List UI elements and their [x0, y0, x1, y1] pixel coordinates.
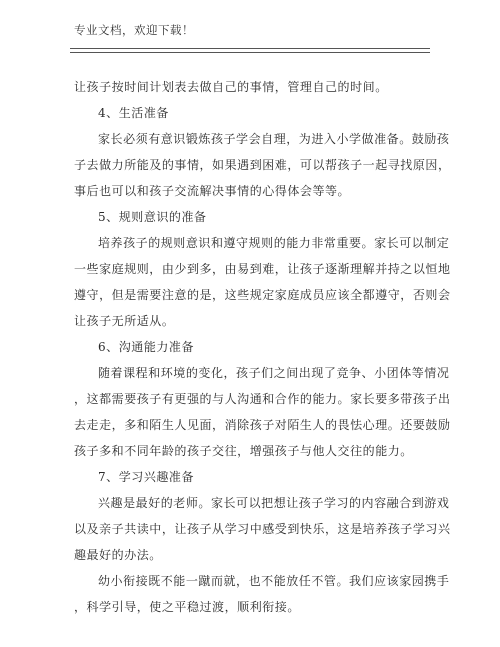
body-line: ，这都需要孩子有更强的与人沟通和合作的能力。家长要多带孩子出: [74, 392, 451, 406]
body-line: 让孩子按时间计划表去做自己的事情，管理自己的时间。: [74, 80, 388, 94]
body-line: 子去做力所能及的事情，如果遇到困难，可以帮孩子一起寻找原因，: [74, 158, 451, 172]
body-line: 事后也可以和孩子交流解决事情的心得体会等等。: [74, 184, 351, 198]
page-header: 专业文档，欢迎下载！: [74, 23, 194, 37]
body-line: 随着课程和环境的变化，孩子们之间出现了竞争、小团体等情况: [98, 366, 450, 380]
section-heading-life: 4、生活准备: [98, 106, 169, 120]
body-line: 兴趣是最好的老师。家长可以把想让孩子学习的内容融合到游戏: [98, 496, 450, 510]
body-line: 去走走，多和陌生人见面，消除孩子对陌生人的畏怯心理。还要鼓励: [74, 418, 451, 432]
body-line: 趣最好的办法。: [74, 548, 162, 562]
body-line: ，科学引导，使之平稳过渡，顺利衔接。: [74, 600, 300, 614]
header-rule-bottom: [70, 52, 430, 53]
body-line: 孩子多和不同年龄的孩子交往，增强孩子与他人交往的能力。: [74, 444, 413, 458]
header-rule-top: [70, 48, 430, 49]
body-line: 以及亲子共读中，让孩子从学习中感受到快乐，这是培养孩子学习兴: [74, 522, 451, 536]
section-heading-rules: 5、规则意识的准备: [98, 210, 207, 224]
body-line: 一些家庭规则，由少到多，由易到难，让孩子逐渐理解并持之以恒地: [74, 262, 451, 276]
document-body: [74, 74, 451, 620]
body-line: 家长必须有意识锻炼孩子学会自理，为进入小学做准备。鼓励孩: [98, 132, 450, 146]
body-line: 遵守，但是需要注意的是，这些规定家庭成员应该全都遵守，否则会: [74, 288, 451, 302]
section-heading-learning: 7、学习兴趣准备: [98, 470, 195, 484]
body-line: 培养孩子的规则意识和遵守规则的能力非常重要。家长可以制定: [98, 236, 450, 250]
body-line: 幼小衔接既不能一蹴而就，也不能放任不管。我们应该家园携手: [98, 574, 450, 588]
section-heading-communication: 6、沟通能力准备: [98, 340, 195, 354]
body-line: 让孩子无所适从。: [74, 314, 175, 328]
